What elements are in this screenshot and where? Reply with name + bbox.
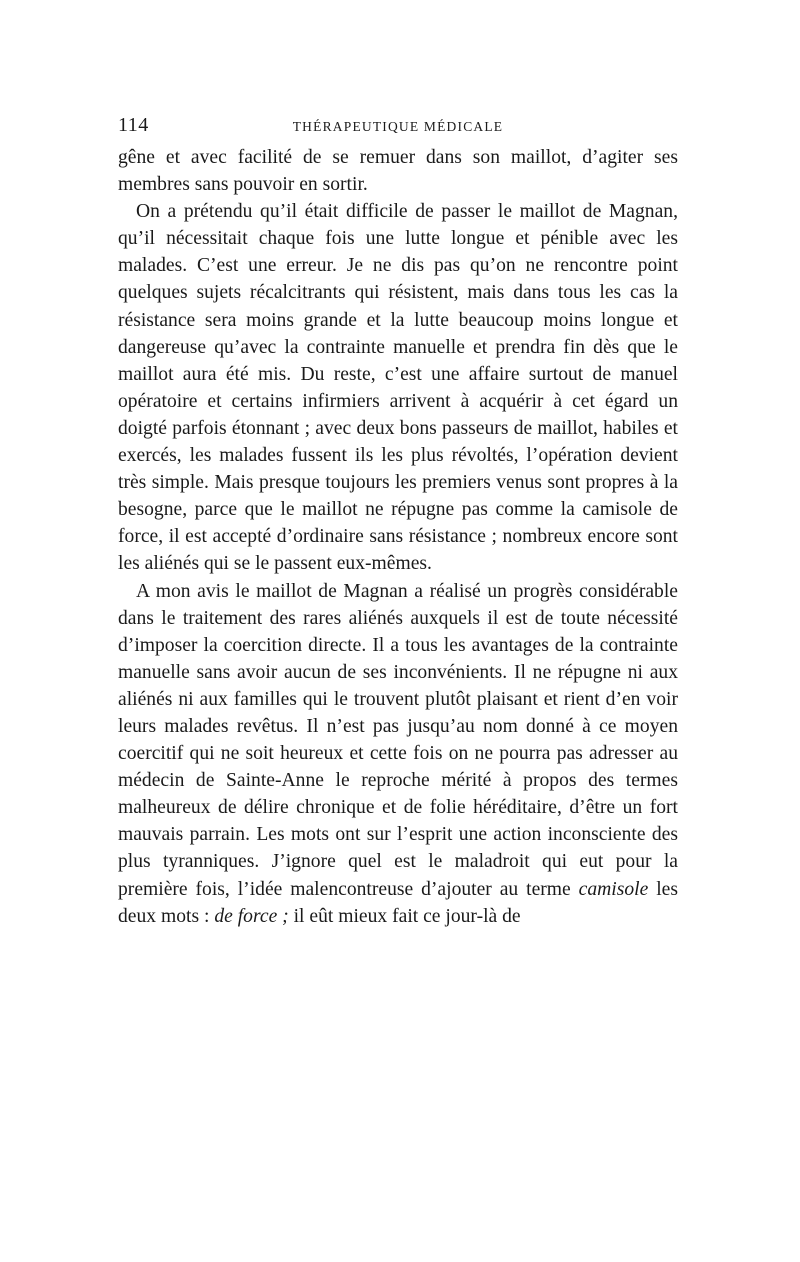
page-number: 114: [118, 114, 149, 136]
paragraph-text-before: A mon avis le maillot de Magnan a réalisé un progrès considérable dans le traitement des rares aliénés auxquels il est de toute nécessité d’imposer la coercition directe. Il a tous les avantages de la contrainte manuelle sans avoir aucun de ses inconvénients. Il ne répugne ni aux aliénés ni aux familles qui le trouvent plutôt plaisant et rient d’en voir leurs malades revêtus. Il n’est pas jusqu’au nom donné à ce moyen coercitif qui ne soit heureux et cette fois on ne pourra pas adresser au médecin de Sainte-Anne le reproche mérité à propos des termes malheureux de délire chronique et de folie héréditaire, d’être un fort mauvais parrain. Les mots ont sur l’esprit une action inconsciente des plus tyranniques. J’ignore quel est le maladroit qui eut pour la première fois, l’idée malencontreuse d’ajouter au terme: [118, 580, 678, 900]
paragraph-text-middle: les deux mots :: [118, 878, 678, 927]
body-text: [118, 144, 678, 930]
paragraph-maillot-de-magnan: On a prétendu qu’il était difficile de passer le maillot de Magnan, qu’il nécessitait chaque fois une lutte longue et pénible avec les malades. C’est une erreur. Je ne dis pas qu’on ne rencontre point quelques sujets récalcitrants qui résistent, mais dans tous les cas la résistance sera moins grande et la lutte beaucoup moins longue et dangereuse qu’avec la contrainte manuelle et prendra fin dès que le maillot aura été mis. Du reste, c’est une affaire surtout de manuel opératoire et certains infirmiers arrivent à acquérir à cet égard un doigté parfois étonnant ; avec deux bons passeurs de maillot, habiles et exercés, les malades fussent ils les plus révoltés, l’opération devient très simple. Mais presque toujours les premiers venus sont propres à la besogne, parce que le maillot ne répugne pas comme la camisole de force, il est accepté d’ordinaire sans résistance ; nombreux encore sont les aliénés qui se le passent eux-mêmes.: [118, 201, 678, 575]
italic-term-de-force: de force ;: [214, 905, 289, 927]
italic-term-camisole: camisole: [578, 878, 649, 900]
paragraph-text-after: il eût mieux fait ce jour-là de: [288, 905, 521, 927]
paragraph-avis: [118, 578, 678, 930]
book-page: [118, 112, 678, 930]
paragraph-continuation: gêne et avec facilité de se remuer dans son maillot, d’agiter ses membres sans pouvoir en sortir.: [118, 147, 678, 196]
running-head: [118, 112, 678, 138]
running-title: THÉRAPEUTIQUE MÉDICALE: [292, 119, 504, 134]
